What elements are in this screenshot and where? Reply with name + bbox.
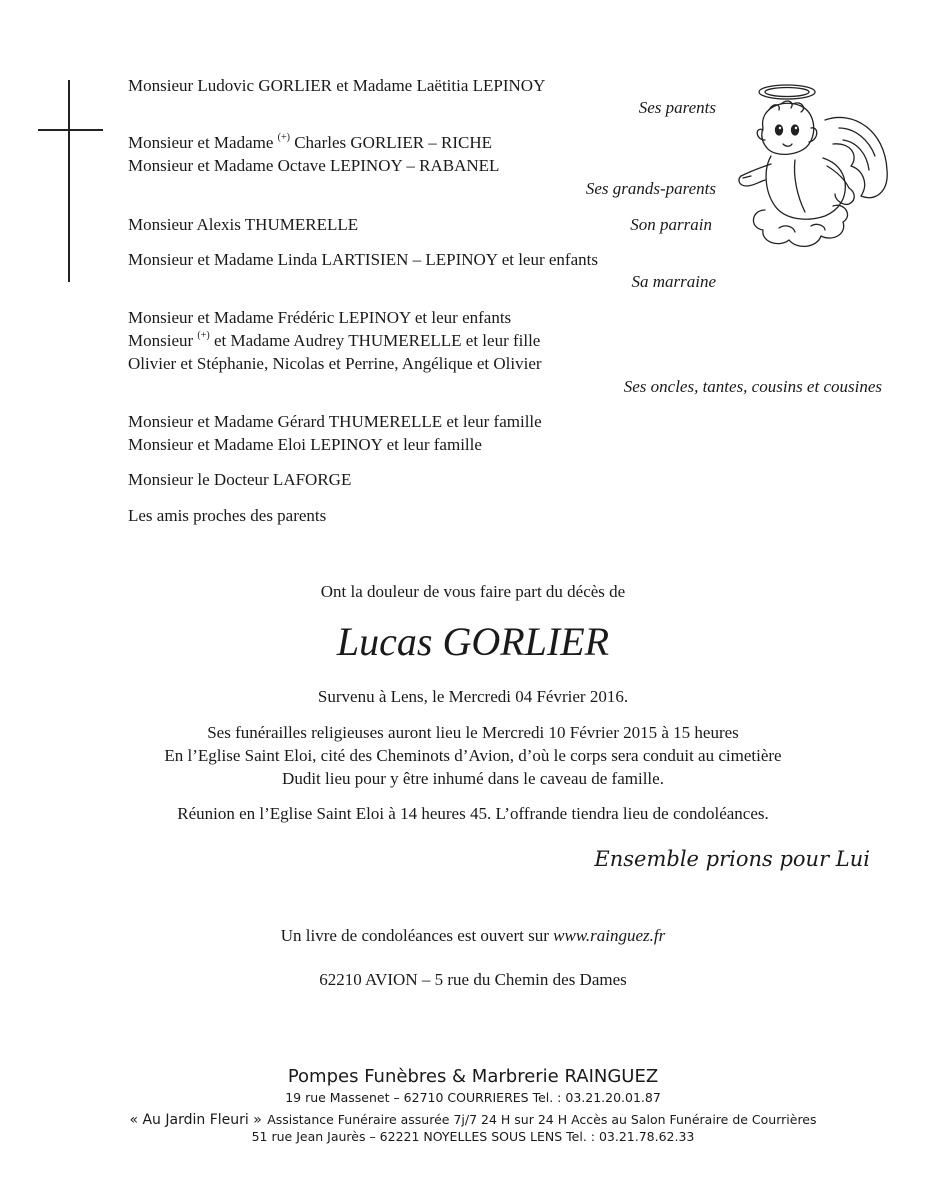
others-line-1: Monsieur et Madame Gérard THUMERELLE et leur famille [128,412,542,431]
footer-services: Assistance Funéraire assurée 7j/7 24 H sur 24 H Accès au Salon Funéraire de Courrières [267,1112,817,1127]
godfather-line: Monsieur Alexis THUMERELLE [128,215,359,234]
godmother-line: Monsieur et Madame Linda LARTISIEN – LEPINOY et leur enfants [128,250,598,269]
condolence-link[interactable]: www.rainguez.fr [553,926,666,945]
parents-line: Monsieur Ludovic GORLIER et Madame Laëtitia LEPINOY [128,76,546,95]
deceased-mark: (+) [277,132,290,143]
relatives-line-2-end: et Madame Audrey THUMERELLE et leur fille [213,331,541,350]
grandparents-line-2: Monsieur et Madame Octave LEPINOY – RABANEL [128,156,500,175]
relatives-line-2 [128,332,540,349]
footer-address-2: 51 rue Jean Jaurès – 62221 NOYELLES SOUS LENS Tel. : 03.21.78.62.33 [251,1129,695,1144]
parents-role: Ses parents [638,98,716,117]
relatives-line-1: Monsieur et Madame Frédéric LEPINOY et leur enfants [128,308,512,327]
address-line: 62210 AVION – 5 rue du Chemin des Dames [319,970,627,989]
relatives-line-3: Olivier et Stéphanie, Nicolas et Perrine, Angélique et Olivier [128,354,542,373]
footer-shop-name: « Au Jardin Fleuri » [129,1112,262,1128]
friends-line: Les amis proches des parents [128,506,327,525]
announcement-intro: Ont la douleur de vous faire part du décès de [320,582,626,601]
condolence-text: Un livre de condoléances est ouvert sur [280,926,549,945]
funeral-line-3: Dudit lieu pour y être inhumé dans le caveau de famille. [282,769,664,788]
footer-services-line [0,1111,946,1128]
angel-illustration [735,80,895,250]
funeral-line-2: En l’Eglise Saint Eloi, cité des Cheminots d’Avion, d’où le corps sera conduit au cimetière [164,746,782,765]
grandparents-line-1-start: Monsieur et Madame [128,133,274,152]
footer-address-1: 19 rue Massenet – 62710 COURRIERES Tel. : 03.21.20.01.87 [285,1090,661,1105]
grandparents-role: Ses grands-parents [585,179,716,198]
relatives-line-2-start: Monsieur [128,331,194,350]
godfather-role: Son parrain [630,215,712,234]
funeral-line-1: Ses funérailles religieuses auront lieu le Mercredi 10 Février 2015 à 15 heures [207,723,739,742]
reunion-line: Réunion en l’Eglise Saint Eloi à 14 heures 45. L’offrande tiendra lieu de condoléances. [177,804,769,823]
prayer-text: Ensemble prions pour Lui [594,847,870,871]
godmother-role: Sa marraine [631,272,716,291]
relatives-role: Ses oncles, tantes, cousins et cousines [623,377,882,396]
grandparents-line-1 [128,134,492,151]
footer-company: Pompes Funèbres & Marbrerie RAINGUEZ [287,1066,659,1087]
condolence-line [0,927,946,944]
deceased-name: Lucas GORLIER [336,619,610,664]
others-line-2: Monsieur et Madame Eloi LEPINOY et leur famille [128,435,482,454]
death-info: Survenu à Lens, le Mercredi 04 Février 2016. [317,687,629,706]
deceased-mark: (+) [197,330,210,341]
grandparents-line-1-end: Charles GORLIER – RICHE [294,133,493,152]
doctor-line: Monsieur le Docteur LAFORGE [128,470,352,489]
